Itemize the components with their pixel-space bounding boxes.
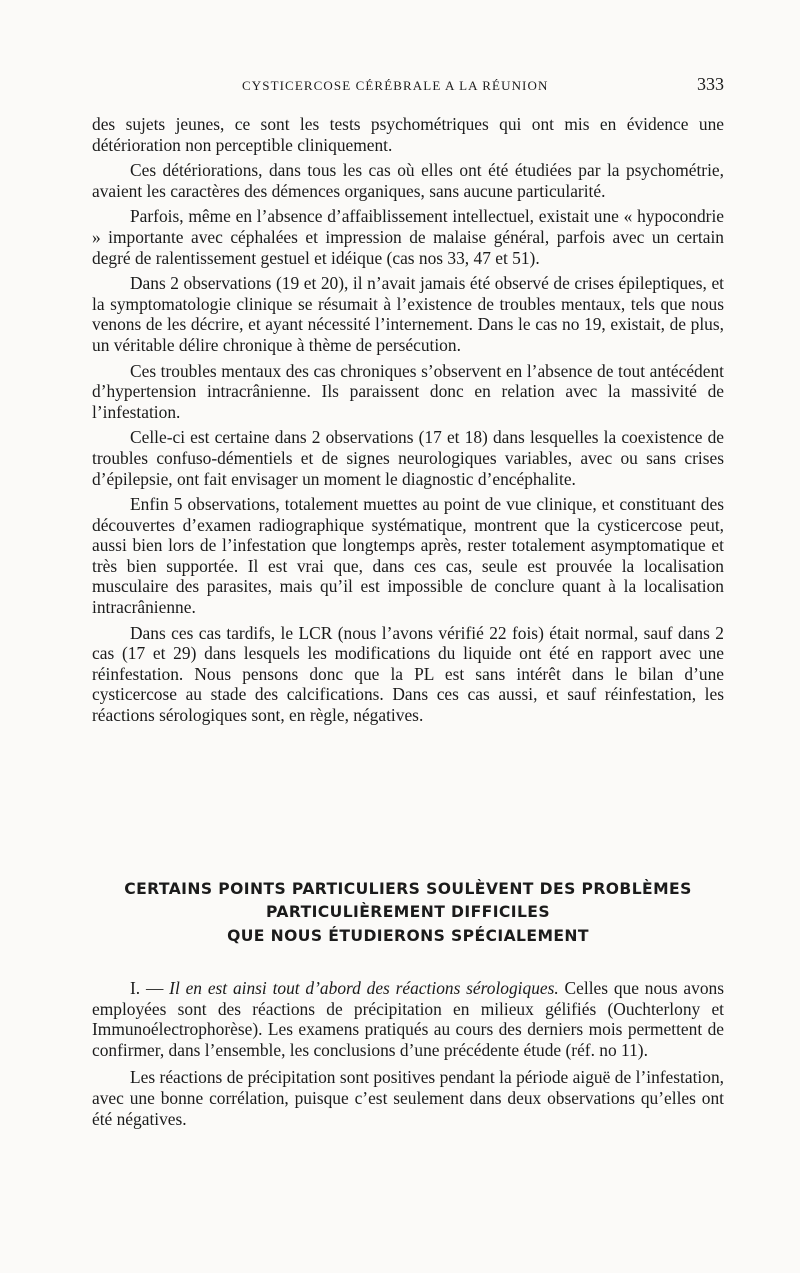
paragraph: Ces détériorations, dans tous les cas où elles ont été étudiées par la psychométrie, avaient les caractères des démences organiques, sans aucune particularité. (92, 160, 724, 201)
paragraph: des sujets jeunes, ce sont les tests psychométriques qui ont mis en évidence une détérioration non perceptible cliniquement. (92, 114, 724, 155)
section-number: I. — (130, 978, 170, 998)
heading-line: CERTAINS POINTS PARTICULIERS SOULÈVENT DES PROBLÈMES (124, 880, 692, 898)
running-title: CYSTICERCOSE CÉRÉBRALE A LA RÉUNION (242, 78, 549, 93)
paragraph: Dans 2 observations (19 et 20), il n’avait jamais été observé de crises épileptiques, et la symptomatologie clinique se résumait à l’existence de troubles mentaux, tels que nous venons de les décrire, et ayant nécessité l’internement. Dans le cas no 19, existait, de plus, un véritable délire chronique à thème de persécution. (92, 273, 724, 355)
heading-line: QUE NOUS ÉTUDIERONS SPÉCIALEMENT (227, 926, 589, 945)
paragraph (92, 978, 724, 1060)
section-body (92, 978, 724, 1136)
heading-line: PARTICULIÈREMENT DIFFICILES (266, 903, 550, 922)
paragraph: Ces troubles mentaux des cas chroniques s’observent en l’absence de tout antécédent d’hypertension intracrânienne. Ils paraissent donc en relation avec la massivité de l’infestation. (92, 360, 724, 422)
page-number: 333 (697, 74, 724, 94)
paragraph: Les réactions de précipitation sont positives pendant la période aiguë de l’infestation, avec une bonne corrélation, puisque c’est seulement dans deux observations qu’elles ont été négatives. (92, 1067, 724, 1129)
page-header (92, 74, 724, 100)
paragraph-text: Celles que nous avons employées sont des réactions de précipitation en milieux gélifiés (Ouchterlony et Immunoélectrophorèse). Les examens pratiqués au cours des derniers mois permettent de confirmer, dans l’ensemble, les conclusions d’une précédente étude (réf. no 11). (92, 978, 724, 1060)
body-text (92, 114, 724, 731)
paragraph: Parfois, même en l’absence d’affaiblissement intellectuel, existait une « hypocondrie » importante avec céphalées et impression de malaise général, parfois avec un certain degré de ralentissement gestuel et idéique (cas nos 33, 47 et 51). (92, 206, 724, 268)
section-heading (92, 878, 724, 948)
paragraph: Dans ces cas tardifs, le LCR (nous l’avons vérifié 22 fois) était normal, sauf dans 2 cas (17 et 29) dans lesquels les modifications du liquide ont été en rapport avec une réinfestation. Nous pensons donc que la PL est sans intérêt dans le bilan d’une cysticercose au stade des calcifications. Dans ces cas aussi, et sauf réinfestation, les réactions sérologiques sont, en règle, négatives. (92, 622, 724, 726)
paragraph: Enfin 5 observations, totalement muettes au point de vue clinique, et constituant des découvertes d’examen radiographique systématique, montrent que la cysticercose peut, aussi bien lors de l’infestation que longtemps après, rester totalement asymptomatique et très bien supportée. Il est vrai que, dans ces cas, seule est prouvée la localisation musculaire des parasites, mais qu’il est impossible de conclure quant à la localisation intracrânienne. (92, 494, 724, 618)
italic-lead: Il en est ainsi tout d’abord des réactions sérologiques. (169, 978, 559, 998)
paragraph: Celle-ci est certaine dans 2 observations (17 et 18) dans lesquelles la coexistence de troubles confuso-démentiels et de signes neurologiques variables, avec ou sans crises d’épilepsie, ont fait envisager un moment le diagnostic d’encéphalite. (92, 427, 724, 489)
